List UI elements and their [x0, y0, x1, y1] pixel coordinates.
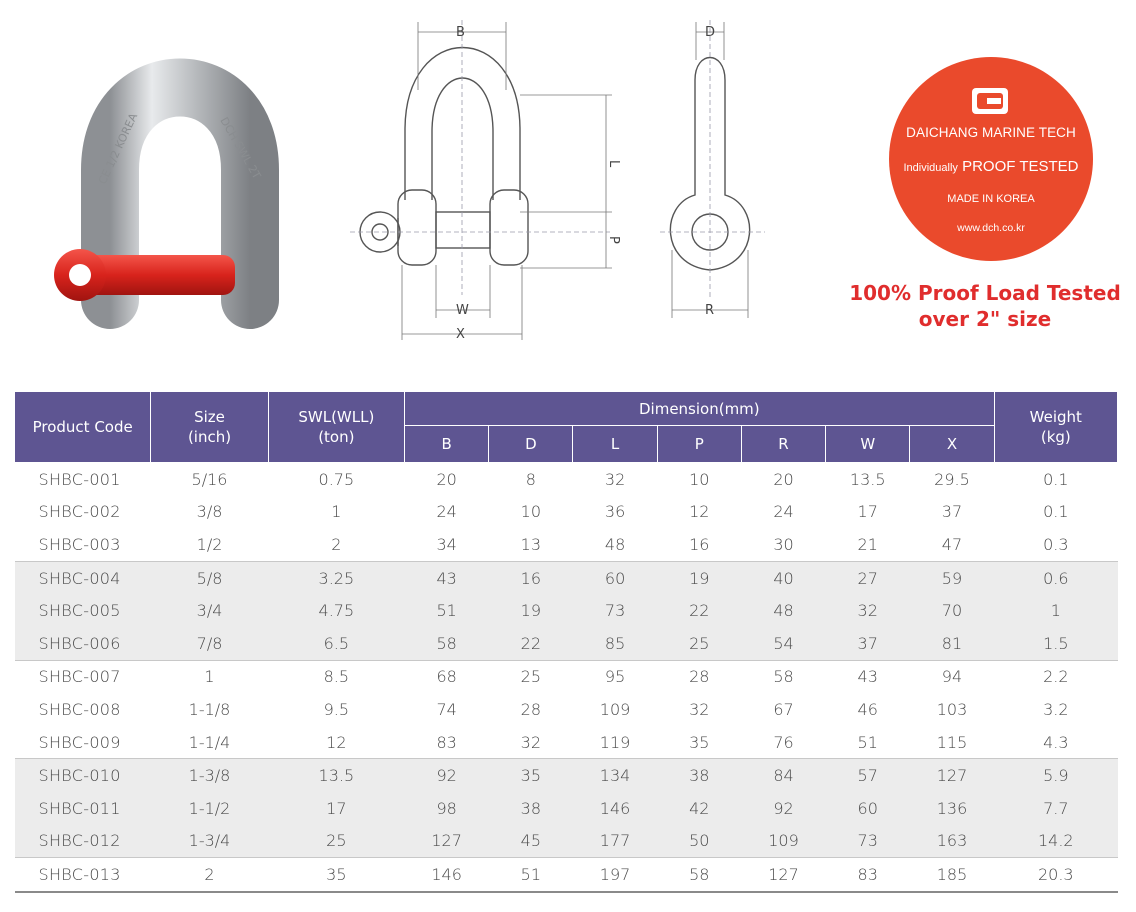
table-cell: 0.75 [318, 469, 355, 489]
cell-product-code: SHBC-012 [15, 825, 151, 858]
dim-label-p: P [606, 236, 621, 244]
table-cell: 57 [826, 759, 910, 792]
table-cell: 163 [910, 825, 994, 858]
header-swl-line1: SWL(WLL) [298, 408, 375, 426]
table-cell: 8.5 [268, 660, 404, 693]
shackle-marking-right: DCH SWL 2T [217, 115, 264, 182]
table-cell: 19 [489, 594, 573, 627]
table-cell: 92 [405, 759, 489, 792]
table-cell: 27 [826, 561, 910, 594]
table-cell: 32 [520, 732, 542, 752]
header-dim-w: W [826, 426, 910, 463]
table-row [15, 693, 1118, 726]
table-cell: 127 [910, 759, 994, 792]
cell-product-code: SHBC-005 [15, 594, 151, 627]
table-row [15, 660, 1118, 693]
table-cell: 127 [741, 858, 825, 892]
table-cell: 13 [520, 534, 542, 554]
table-cell: 127 [405, 825, 489, 858]
table-cell: 146 [405, 858, 489, 892]
table-cell: 29.5 [934, 469, 970, 489]
table-cell: 0.3 [1043, 534, 1069, 554]
table-cell: 10 [520, 502, 542, 522]
dim-label-w: W [456, 303, 469, 318]
table-cell: 0.1 [1043, 469, 1069, 489]
table-cell: 36 [604, 502, 626, 522]
table-cell: 3/8 [196, 502, 223, 522]
table-cell: 38 [657, 759, 741, 792]
table-cell: 28 [657, 660, 741, 693]
table-cell: 1-1/8 [188, 699, 231, 719]
header-size [151, 392, 268, 463]
shackle-photo [40, 50, 280, 350]
table-cell: 4.75 [268, 594, 404, 627]
header-weight-line1: Weight [1029, 408, 1082, 426]
cell-product-code: SHBC-006 [15, 627, 151, 660]
header-product-code: Product Code [15, 392, 151, 463]
table-cell: 109 [741, 825, 825, 858]
badge-url: www.dch.co.kr [957, 222, 1025, 234]
table-cell: 12 [326, 732, 347, 752]
table-cell: 13.5 [849, 469, 886, 489]
table-cell: 1 [331, 502, 342, 522]
dim-label-r: R [705, 303, 715, 318]
proof-note-line2: over 2" size [918, 307, 1052, 331]
table-cell: 25 [489, 660, 573, 693]
cell-product-code: SHBC-007 [15, 660, 151, 693]
table-row [15, 463, 1118, 496]
table-cell: 58 [405, 627, 489, 660]
table-row [15, 792, 1118, 825]
table-cell: 19 [657, 561, 741, 594]
header-weight [994, 392, 1117, 463]
table-cell: 48 [604, 534, 626, 554]
table-cell: 12 [689, 502, 710, 522]
table-cell: 22 [657, 594, 741, 627]
table-cell: 58 [657, 858, 741, 892]
cell-product-code: SHBC-003 [38, 534, 121, 554]
proof-note-line1: 100% Proof Load Tested [849, 281, 1121, 305]
table-cell: 74 [436, 699, 457, 719]
table-cell: 5.9 [994, 759, 1117, 792]
cell-product-code: SHBC-013 [15, 858, 151, 892]
table-row [15, 759, 1118, 792]
table-cell: 85 [573, 627, 657, 660]
table-cell: 0.1 [1043, 502, 1069, 522]
table-cell: 32 [826, 594, 910, 627]
table-cell: 1.5 [994, 627, 1117, 660]
table-cell: 45 [489, 825, 573, 858]
table-cell: 58 [741, 660, 825, 693]
table-cell: 6.5 [268, 627, 404, 660]
table-cell: 3/4 [151, 594, 268, 627]
table-cell: 16 [489, 561, 573, 594]
table-cell: 83 [436, 732, 457, 752]
header-size-line1: Size [194, 408, 225, 426]
dim-label-d: D [705, 25, 716, 40]
table-cell: 1-3/4 [151, 825, 268, 858]
badge-individually: Individually [903, 162, 958, 174]
badge-proof-line [888, 158, 1094, 175]
table-cell: 5/16 [191, 469, 228, 489]
table-cell: 54 [741, 627, 825, 660]
table-cell: 4.3 [1043, 732, 1069, 752]
table-cell: 50 [657, 825, 741, 858]
header-dim-d: D [489, 426, 573, 463]
table-cell: 16 [689, 534, 710, 554]
table-cell: 0.6 [994, 561, 1117, 594]
table-cell: 35 [689, 732, 710, 752]
spec-table [14, 391, 1118, 893]
header-dim-p: P [657, 426, 741, 463]
cell-product-code: SHBC-004 [15, 561, 151, 594]
table-cell: 197 [573, 858, 657, 892]
table-cell: 1-1/2 [151, 792, 268, 825]
table-cell: 13.5 [268, 759, 404, 792]
table-cell: 43 [405, 561, 489, 594]
table-cell: 83 [826, 858, 910, 892]
table-cell: 37 [941, 502, 963, 522]
table-cell: 51 [489, 858, 573, 892]
table-cell: 32 [689, 699, 710, 719]
table-cell: 5/8 [151, 561, 268, 594]
header-weight-line2: (kg) [1040, 428, 1071, 446]
table-row [15, 561, 1118, 594]
table-row [15, 594, 1118, 627]
header-swl [268, 392, 404, 463]
table-cell: 73 [573, 594, 657, 627]
table-cell: 25 [657, 627, 741, 660]
dim-label-x: X [456, 327, 465, 342]
cell-product-code: SHBC-009 [38, 732, 121, 752]
table-cell: 109 [599, 699, 631, 719]
table-cell: 20 [773, 469, 794, 489]
table-cell: 8 [525, 469, 536, 489]
table-cell: 2 [331, 534, 342, 554]
table-cell: 42 [657, 792, 741, 825]
header-dim-r: R [741, 426, 825, 463]
table-cell: 70 [910, 594, 994, 627]
dim-label-b: B [456, 25, 465, 40]
header-dim-l: L [573, 426, 657, 463]
header-dimension: Dimension(mm) [405, 392, 995, 426]
header-swl-line2: (ton) [318, 428, 355, 446]
table-cell: 25 [268, 825, 404, 858]
header-dim-x: X [910, 426, 994, 463]
table-cell: 24 [436, 502, 457, 522]
table-cell: 21 [857, 534, 878, 554]
table-cell: 48 [741, 594, 825, 627]
table-cell: 1 [151, 660, 268, 693]
table-cell: 47 [941, 534, 963, 554]
badge-company: DAICHANG MARINE TECH [906, 125, 1076, 140]
table-cell: 34 [436, 534, 457, 554]
table-cell: 60 [573, 561, 657, 594]
table-cell: 20 [436, 469, 457, 489]
table-cell: 1/2 [196, 534, 223, 554]
table-cell: 10 [689, 469, 710, 489]
table-cell: 40 [741, 561, 825, 594]
table-cell: 60 [826, 792, 910, 825]
table-cell: 32 [604, 469, 626, 489]
table-cell: 59 [910, 561, 994, 594]
table-cell: 38 [489, 792, 573, 825]
table-cell: 3.2 [1043, 699, 1069, 719]
header-dim-b: B [405, 426, 489, 463]
cell-product-code: SHBC-002 [38, 502, 121, 522]
table-cell: 81 [910, 627, 994, 660]
table-row [15, 726, 1118, 759]
table-cell: 2.2 [994, 660, 1117, 693]
cell-product-code: SHBC-010 [15, 759, 151, 792]
table-cell: 95 [573, 660, 657, 693]
table-row [15, 528, 1118, 561]
table-row [15, 858, 1118, 892]
table-cell: 35 [489, 759, 573, 792]
table-cell: 67 [773, 699, 794, 719]
cell-product-code: SHBC-001 [38, 469, 121, 489]
cell-product-code: SHBC-008 [38, 699, 121, 719]
table-cell: 115 [936, 732, 968, 752]
dim-label-l: L [606, 160, 621, 168]
table-cell: 185 [910, 858, 994, 892]
table-cell: 73 [826, 825, 910, 858]
table-cell: 119 [599, 732, 631, 752]
table-cell: 9.5 [323, 699, 350, 719]
table-cell: 94 [910, 660, 994, 693]
table-cell: 3.25 [268, 561, 404, 594]
table-cell: 1-1/4 [188, 732, 231, 752]
proof-load-note [830, 280, 1136, 332]
table-row [15, 496, 1118, 529]
table-cell: 22 [489, 627, 573, 660]
table-cell: 30 [773, 534, 794, 554]
table-cell: 20.3 [994, 858, 1117, 892]
table-cell: 136 [910, 792, 994, 825]
table-cell: 2 [151, 858, 268, 892]
badge-made-in: MADE IN KOREA [947, 193, 1035, 205]
table-row [15, 627, 1118, 660]
table-cell: 37 [826, 627, 910, 660]
table-cell: 84 [741, 759, 825, 792]
table-cell: 51 [405, 594, 489, 627]
cell-product-code: SHBC-011 [15, 792, 151, 825]
table-row [15, 825, 1118, 858]
table-cell: 177 [573, 825, 657, 858]
table-cell: 7.7 [994, 792, 1117, 825]
table-cell: 17 [268, 792, 404, 825]
table-cell: 92 [741, 792, 825, 825]
shackle-marking-left: CE 1/2 KOREA [95, 111, 141, 187]
header-size-line2: (inch) [187, 428, 232, 446]
table-cell: 76 [773, 732, 794, 752]
dch-logo-icon [972, 88, 1008, 114]
table-cell: 46 [857, 699, 878, 719]
dimension-drawing [340, 10, 780, 355]
table-cell: 134 [573, 759, 657, 792]
table-cell: 98 [405, 792, 489, 825]
table-cell: 146 [573, 792, 657, 825]
table-cell: 17 [857, 502, 878, 522]
table-cell: 51 [857, 732, 878, 752]
table-cell: 68 [405, 660, 489, 693]
table-cell: 7/8 [151, 627, 268, 660]
table-cell: 24 [773, 502, 794, 522]
table-cell: 35 [268, 858, 404, 892]
table-cell: 103 [936, 699, 968, 719]
table-cell: 14.2 [994, 825, 1117, 858]
table-cell: 1 [994, 594, 1117, 627]
table-cell: 43 [826, 660, 910, 693]
badge-proof: PROOF TESTED [962, 158, 1079, 175]
table-cell: 1-3/8 [151, 759, 268, 792]
table-cell: 28 [520, 699, 542, 719]
